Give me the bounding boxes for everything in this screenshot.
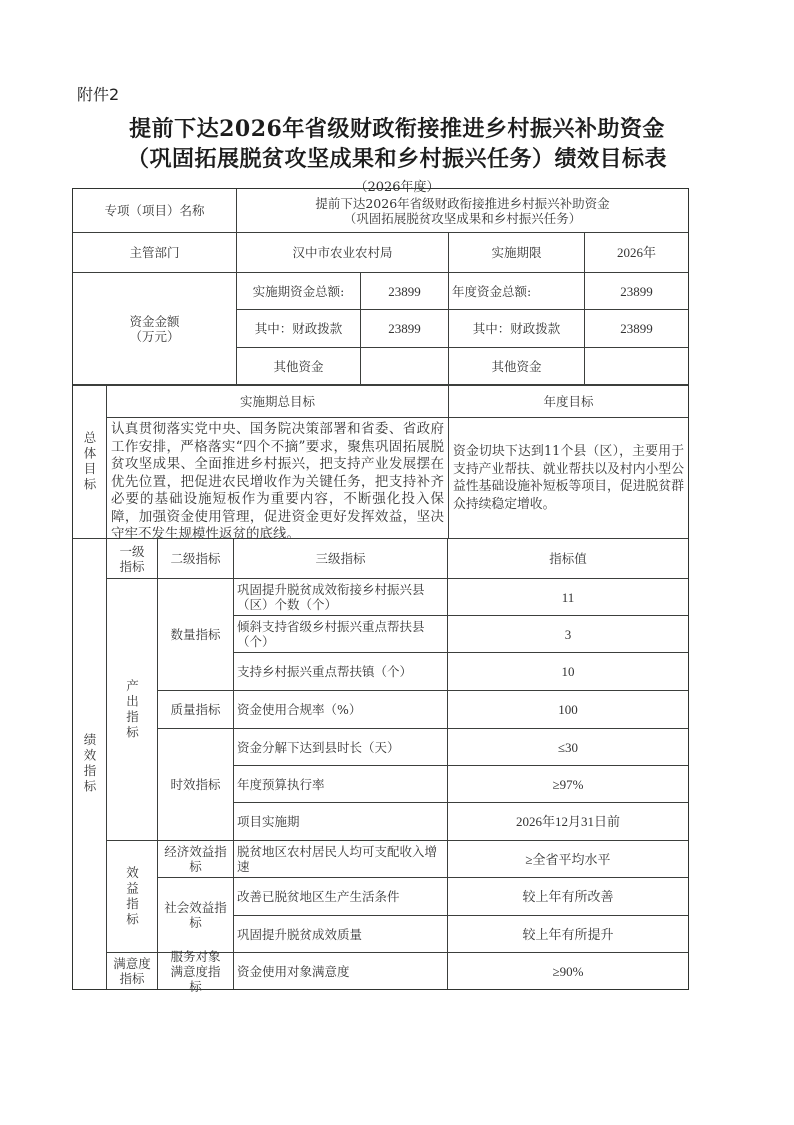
indicators-section-label: 绩效指标	[72, 538, 107, 990]
period-total-label: 实施期资金总额:	[236, 272, 361, 310]
period-other-label: 其他资金	[236, 347, 361, 385]
year-label: （2026年度）	[354, 180, 440, 195]
indicator-row-name: 倾斜支持省级乡村振兴重点帮扶县（个）	[233, 615, 448, 653]
document-title-line2: （巩固拓展脱贫攻坚成果和乡村振兴任务）绩效目标表	[126, 146, 667, 172]
header-value: 指标值	[447, 538, 689, 579]
funds-label-line2: （万元）	[129, 328, 180, 344]
indicator-row-value: ≥97%	[447, 765, 689, 803]
indicator-row-name: 改善已脱贫地区生产生活条件	[233, 877, 448, 916]
annual-fiscal-label: 其中：财政拨款	[448, 309, 585, 348]
indicator-row-value: 11	[447, 578, 689, 616]
period-fiscal-label: 其中：财政拨款	[236, 309, 361, 348]
period-value: 2026年	[584, 232, 689, 273]
indicator-row-value: 3	[447, 615, 689, 653]
dept-label: 主管部门	[72, 232, 237, 273]
project-name-line2: （巩固拓展脱贫攻坚成果和乡村振兴任务）	[343, 210, 582, 226]
level1-benefit: 效益指标	[106, 840, 158, 953]
level1-output: 产出指标	[106, 578, 158, 841]
indicator-row-value: 较上年有所改善	[447, 877, 689, 916]
period-fiscal-value: 23899	[360, 309, 449, 348]
annual-other-value	[584, 347, 689, 385]
indicator-row-value: 较上年有所提升	[447, 915, 689, 953]
indicator-row-value: 100	[447, 690, 689, 729]
period-goal-text: 认真贯彻落实党中央、国务院决策部署和省委、省政府工作安排，严格落实“四个不摘”要求，聚焦巩固拓展脱贫攻坚成果、全面推进乡村振兴，把支持产业发展摆在优先位置，把促进农民增收作为关键任务，把支持补齐必要的基础设施短板作为重要内容，不断强化投入保障，加强资金使用管理，促进资金更好发挥效益，坚决守牢不发生规模性返贫的底线。	[106, 417, 449, 539]
indicator-row-value: ≥全省平均水平	[447, 840, 689, 878]
indicator-row-value: 2026年12月31日前	[447, 802, 689, 841]
document-title-line1: 提前下达2026年省级财政衔接推进乡村振兴补助资金	[129, 116, 665, 142]
header-level1: 一级指标	[106, 538, 158, 579]
dept-value: 汉中市农业农村局	[236, 232, 449, 273]
funds-label-line1: 资金金额	[129, 313, 180, 329]
annual-goal-header: 年度目标	[448, 385, 689, 418]
header-level3: 三级指标	[233, 538, 448, 579]
project-name-value	[236, 188, 689, 233]
annual-total-value: 23899	[584, 272, 689, 310]
indicator-row-value: ≥90%	[447, 952, 689, 990]
indicator-row-name: 项目实施期	[233, 802, 448, 841]
indicator-row-name: 资金分解下达到县时长（天）	[233, 728, 448, 766]
level2-economic: 经济效益指标	[157, 840, 234, 878]
indicator-row-name: 巩固提升脱贫成效质量	[233, 915, 448, 953]
header-level2: 二级指标	[157, 538, 234, 579]
period-other-value	[360, 347, 449, 385]
annual-other-label: 其他资金	[448, 347, 585, 385]
indicator-row-name: 支持乡村振兴重点帮扶镇（个）	[233, 652, 448, 691]
attachment-label: 附件2	[77, 85, 120, 104]
indicator-row-name: 年度预算执行率	[233, 765, 448, 803]
annual-fiscal-value: 23899	[584, 309, 689, 348]
period-label: 实施期限	[448, 232, 585, 273]
indicator-row-name: 巩固提升脱贫成效衔接乡村振兴县（区）个数（个）	[233, 578, 448, 616]
indicator-row-value: 10	[447, 652, 689, 691]
level2-timeliness: 时效指标	[157, 728, 234, 841]
annual-goal-text: 资金切块下达到11个县（区），主要用于支持产业帮扶、就业帮扶以及村内小型公益性基础设施补短板等项目，促进脱贫群众持续稳定增收。	[448, 417, 689, 539]
indicator-row-name: 脱贫地区农村居民人均可支配收入增速	[233, 840, 448, 878]
level2-social: 社会效益指标	[157, 877, 234, 953]
indicator-row-name: 资金使用合规率（%）	[233, 690, 448, 729]
indicator-row-value: ≤30	[447, 728, 689, 766]
project-name-label: 专项（项目）名称	[72, 188, 237, 233]
annual-total-label: 年度资金总额:	[448, 272, 585, 310]
period-total-value: 23899	[360, 272, 449, 310]
indicator-row-name: 资金使用对象满意度	[233, 952, 448, 990]
level2-quantity: 数量指标	[157, 578, 234, 691]
period-goal-header: 实施期总目标	[106, 385, 449, 418]
goals-section-label: 总体目标	[72, 385, 107, 539]
funds-label	[72, 272, 237, 385]
level2-quality: 质量指标	[157, 690, 234, 729]
level2-service: 服务对象满意度指标	[157, 952, 234, 990]
project-name-line1: 提前下达2026年省级财政衔接推进乡村振兴补助资金	[315, 195, 610, 211]
level1-satisfaction: 满意度指标	[106, 952, 158, 990]
